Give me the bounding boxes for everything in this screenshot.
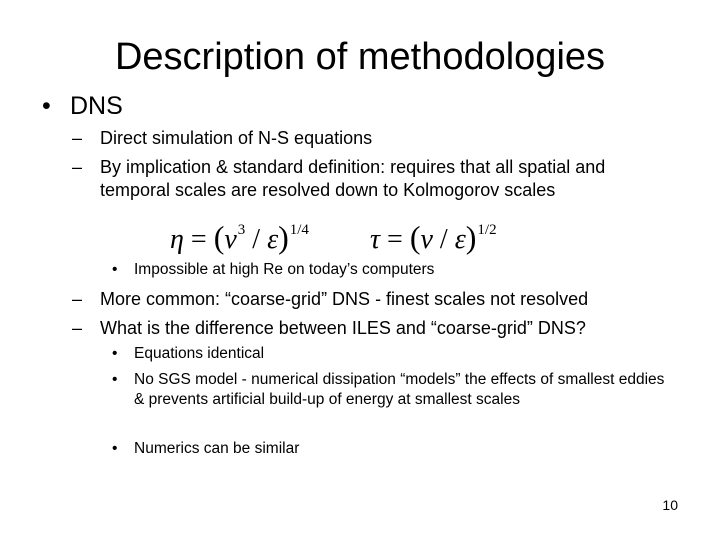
dash-marker: – bbox=[72, 157, 83, 177]
bullet-dns-label: DNS bbox=[70, 92, 123, 120]
dash-marker: – bbox=[72, 289, 83, 309]
sub-sub-bullet-equations bbox=[112, 344, 672, 364]
bullet-dot: • bbox=[112, 371, 118, 388]
sub-sub-bullet-numerics bbox=[112, 439, 672, 459]
slide-title: Description of methodologies bbox=[114, 36, 606, 78]
sub-sub-bullet-sgs bbox=[112, 370, 667, 410]
sub-bullet-difference bbox=[72, 317, 586, 340]
sub-sub-bullet-text: Impossible at high Re on today’s computers bbox=[134, 261, 435, 278]
sub-bullet-definition bbox=[72, 156, 672, 202]
sub-bullet-text: More common: “coarse-grid” DNS - finest scales not resolved bbox=[100, 289, 589, 309]
sub-bullet-coarse-grid bbox=[72, 288, 588, 311]
sub-sub-bullet-impossible bbox=[112, 260, 672, 280]
sub-bullet-text: Direct simulation of N-S equations bbox=[100, 128, 373, 148]
bullet-dot: • bbox=[112, 345, 118, 362]
sub-bullet-text: What is the difference between ILES and “coarse-grid” DNS? bbox=[100, 318, 586, 338]
sub-sub-bullet-text: No SGS model - numerical dissipation “models” the effects of smallest eddies & prevents artificial build-up of energy at smallest scales bbox=[134, 371, 665, 408]
sub-bullet-direct-simulation bbox=[72, 127, 372, 150]
dash-marker: – bbox=[72, 128, 83, 148]
bullet-dot: • bbox=[112, 440, 118, 457]
sub-bullet-text: By implication & standard definition: requires that all spatial and temporal scales are resolved down to Kolmogorov scales bbox=[100, 157, 606, 200]
bullet-dns bbox=[42, 90, 123, 122]
sub-sub-bullet-text: Equations identical bbox=[134, 345, 265, 362]
bullet-dot: • bbox=[112, 261, 118, 278]
dash-marker: – bbox=[72, 318, 83, 338]
sub-sub-bullet-text: Numerics can be similar bbox=[134, 440, 300, 457]
equation-eta: $\eta = (\nu^3 / \varepsilon)^{1/4}$ bbox=[170, 219, 309, 255]
page-number: 10 bbox=[662, 497, 678, 513]
kolmogorov-equations bbox=[170, 210, 590, 255]
equation-tau: τ = (ν / ε)$^{1/2}$ bbox=[370, 219, 497, 255]
bullet-dot: • bbox=[42, 92, 51, 120]
